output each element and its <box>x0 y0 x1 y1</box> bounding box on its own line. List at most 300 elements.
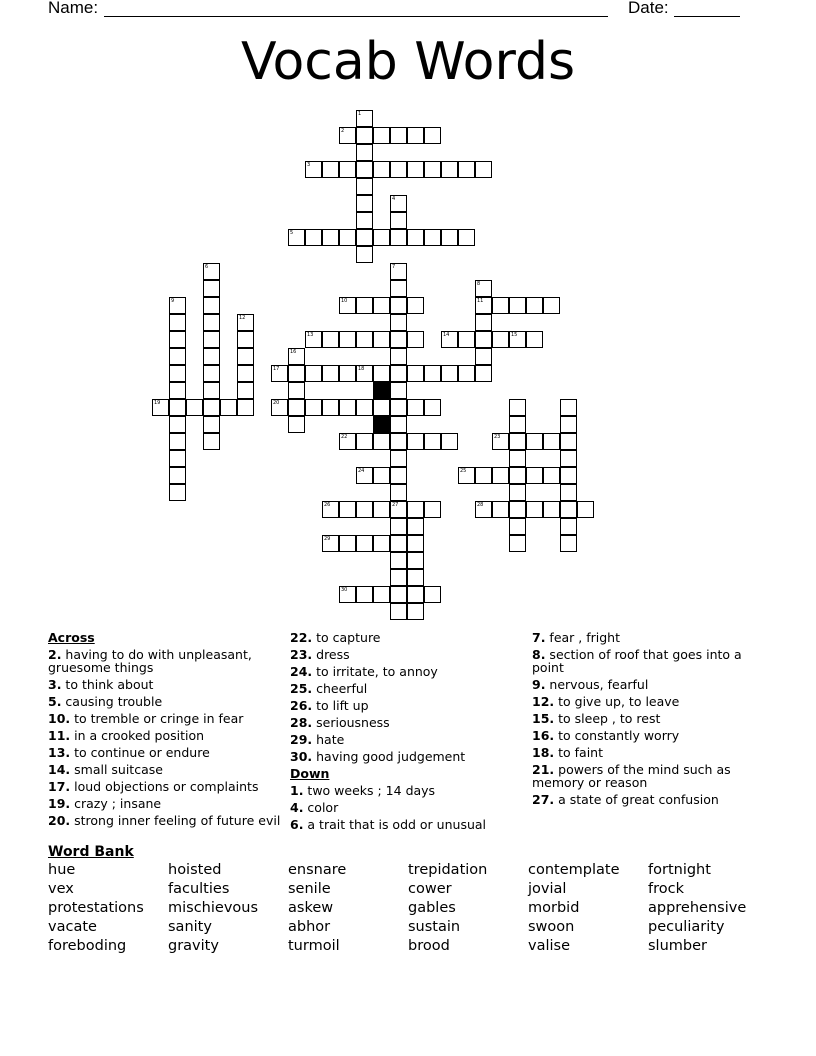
clue-number: 23 <box>494 434 501 440</box>
clue-number: 28 <box>477 502 484 508</box>
clue-number: 24. <box>290 664 313 679</box>
word-bank-item: turmoil <box>288 938 340 954</box>
grid-cell[interactable] <box>407 297 424 314</box>
grid-cell[interactable] <box>509 518 526 535</box>
grid-cell[interactable] <box>339 161 356 178</box>
grid-cell[interactable] <box>509 535 526 552</box>
grid-cell[interactable] <box>407 569 424 586</box>
clue-text: fear , fright <box>545 630 621 645</box>
grid-cell[interactable] <box>390 212 407 229</box>
grid-cell[interactable] <box>475 365 492 382</box>
grid-cell[interactable] <box>237 382 254 399</box>
name-label: Name: <box>48 0 99 17</box>
grid-cell[interactable] <box>356 501 373 518</box>
clue-item <box>290 816 530 833</box>
name-field[interactable] <box>104 16 608 17</box>
clue-item <box>532 763 772 789</box>
grid-cell[interactable] <box>373 229 390 246</box>
grid-cell[interactable] <box>390 195 407 212</box>
grid-cell[interactable] <box>237 399 254 416</box>
grid-cell[interactable] <box>356 110 373 127</box>
grid-cell[interactable] <box>356 586 373 603</box>
word-bank-item: peculiarity <box>648 919 725 935</box>
grid-cell[interactable] <box>339 297 356 314</box>
grid-cell[interactable] <box>390 552 407 569</box>
clue-number: 17 <box>273 366 280 372</box>
word-bank-item: fortnight <box>648 862 711 878</box>
clue-text: nervous, fearful <box>545 677 649 692</box>
clue-text: small suitcase <box>70 762 163 777</box>
grid-cell[interactable] <box>169 467 186 484</box>
clue-item <box>290 748 530 765</box>
grid-cell[interactable] <box>424 501 441 518</box>
grid-cell[interactable] <box>577 501 594 518</box>
grid-cell[interactable] <box>390 467 407 484</box>
grid-cell[interactable] <box>390 365 407 382</box>
grid-cell[interactable] <box>424 127 441 144</box>
grid-cell[interactable] <box>543 433 560 450</box>
grid-cell[interactable] <box>458 161 475 178</box>
grid-cell[interactable] <box>373 586 390 603</box>
grid-cell[interactable] <box>390 501 407 518</box>
grid-cell[interactable] <box>509 433 526 450</box>
grid-cell[interactable] <box>356 246 373 263</box>
word-bank-item: foreboding <box>48 938 127 954</box>
clue-number: 22. <box>290 630 313 645</box>
clue-number: 4 <box>392 196 396 202</box>
grid-cell[interactable] <box>475 348 492 365</box>
word-bank-item: senile <box>288 881 331 897</box>
clue-number: 9 <box>171 298 175 304</box>
clue-number: 29. <box>290 732 313 747</box>
clue-item <box>48 761 288 778</box>
word-bank-item: contemplate <box>528 862 620 878</box>
word-bank-item: mischievous <box>168 900 259 916</box>
grid-cell[interactable] <box>441 365 458 382</box>
clue-item <box>48 727 288 744</box>
grid-cell[interactable] <box>407 331 424 348</box>
clue-number: 19 <box>154 400 161 406</box>
clue-number: 7 <box>392 264 396 270</box>
clue-number: 4. <box>290 800 304 815</box>
grid-cell[interactable] <box>356 127 373 144</box>
grid-cell[interactable] <box>305 365 322 382</box>
grid-cell[interactable] <box>390 569 407 586</box>
grid-cell[interactable] <box>560 399 577 416</box>
grid-cell[interactable] <box>509 450 526 467</box>
grid-cell[interactable] <box>288 399 305 416</box>
grid-cell[interactable] <box>186 399 203 416</box>
clue-item <box>290 680 530 697</box>
grid-cell[interactable] <box>407 399 424 416</box>
grid-cell[interactable] <box>169 365 186 382</box>
clues-column-2 <box>290 629 530 833</box>
grid-cell[interactable] <box>322 365 339 382</box>
grid-cell[interactable] <box>356 161 373 178</box>
clue-number: 25. <box>290 681 313 696</box>
grid-cell[interactable] <box>492 501 509 518</box>
grid-cell[interactable] <box>322 331 339 348</box>
grid-cell[interactable] <box>509 297 526 314</box>
clue-text: to tremble or cringe in fear <box>70 711 244 726</box>
clue-number: 19. <box>48 796 71 811</box>
word-bank-item: vex <box>48 881 74 897</box>
grid-cell[interactable] <box>237 314 254 331</box>
grid-cell[interactable] <box>475 161 492 178</box>
grid-cell[interactable] <box>271 399 288 416</box>
clues-column-3 <box>532 629 772 808</box>
grid-cell[interactable] <box>424 365 441 382</box>
clue-number: 10. <box>48 711 71 726</box>
grid-cell[interactable] <box>543 467 560 484</box>
grid-cell[interactable] <box>526 467 543 484</box>
grid-cell[interactable] <box>390 127 407 144</box>
grid-cell[interactable] <box>390 229 407 246</box>
grid-cell[interactable] <box>390 586 407 603</box>
grid-cell[interactable] <box>526 501 543 518</box>
clue-number: 15. <box>532 711 555 726</box>
grid-cell[interactable] <box>424 586 441 603</box>
grid-cell[interactable] <box>407 586 424 603</box>
grid-cell[interactable] <box>390 433 407 450</box>
grid-cell[interactable] <box>543 501 560 518</box>
clue-text: loud objections or complaints <box>70 779 259 794</box>
grid-cell[interactable] <box>492 433 509 450</box>
across-clues-continued <box>290 629 530 765</box>
grid-cell[interactable] <box>203 399 220 416</box>
grid-cell[interactable] <box>288 348 305 365</box>
grid-cell[interactable] <box>169 382 186 399</box>
grid-cell[interactable] <box>288 365 305 382</box>
word-bank-item: protestations <box>48 900 144 916</box>
clue-number: 20. <box>48 813 71 828</box>
grid-cell[interactable] <box>458 365 475 382</box>
grid-cell[interactable] <box>203 416 220 433</box>
grid-cell[interactable] <box>373 399 390 416</box>
clue-text: to faint <box>554 745 604 760</box>
grid-cell[interactable] <box>475 467 492 484</box>
grid-cell[interactable] <box>339 365 356 382</box>
word-bank-item: swoon <box>528 919 575 935</box>
grid-cell[interactable] <box>390 535 407 552</box>
grid-cell[interactable] <box>356 212 373 229</box>
date-field[interactable] <box>674 16 740 17</box>
grid-cell[interactable] <box>407 501 424 518</box>
clue-item <box>532 791 772 808</box>
grid-cell[interactable] <box>390 484 407 501</box>
grid-cell[interactable] <box>373 467 390 484</box>
grid-cell[interactable] <box>407 603 424 620</box>
grid-cell[interactable] <box>220 399 237 416</box>
clue-number: 5 <box>290 230 294 236</box>
grid-cell[interactable] <box>169 297 186 314</box>
grid-cell[interactable] <box>560 467 577 484</box>
grid-cell[interactable] <box>441 161 458 178</box>
word-bank-item: askew <box>288 900 334 916</box>
grid-cell[interactable] <box>390 280 407 297</box>
grid-cell[interactable] <box>390 314 407 331</box>
grid-cell[interactable] <box>373 127 390 144</box>
word-bank-item: ensnare <box>288 862 347 878</box>
grid-cell[interactable] <box>509 331 526 348</box>
grid-cell[interactable] <box>169 484 186 501</box>
grid-cell[interactable] <box>203 365 220 382</box>
clue-text: powers of the mind such as memory or reason <box>532 762 731 790</box>
word-bank-item: vacate <box>48 919 97 935</box>
grid-cell[interactable] <box>288 416 305 433</box>
grid-cell[interactable] <box>509 484 526 501</box>
grid-cell[interactable] <box>339 433 356 450</box>
grid-cell[interactable] <box>407 161 424 178</box>
grid-cell[interactable] <box>237 348 254 365</box>
clue-text: to continue or endure <box>70 745 210 760</box>
grid-cell[interactable] <box>492 467 509 484</box>
black-cell <box>373 416 390 433</box>
grid-cell[interactable] <box>305 399 322 416</box>
down-clues-continued <box>532 629 772 808</box>
clue-number: 13. <box>48 745 71 760</box>
grid-cell[interactable] <box>356 331 373 348</box>
grid-cell[interactable] <box>356 144 373 161</box>
grid-cell[interactable] <box>169 450 186 467</box>
clue-number: 2. <box>48 647 62 662</box>
grid-cell[interactable] <box>152 399 169 416</box>
word-bank-item: hoisted <box>168 862 222 878</box>
grid-cell[interactable] <box>509 399 526 416</box>
clue-number: 25 <box>460 468 467 474</box>
clue-text: crazy ; insane <box>70 796 162 811</box>
clue-item <box>48 710 288 727</box>
grid-cell[interactable] <box>407 518 424 535</box>
grid-cell[interactable] <box>475 314 492 331</box>
clue-item <box>532 629 772 646</box>
grid-cell[interactable] <box>356 467 373 484</box>
grid-cell[interactable] <box>390 297 407 314</box>
clue-text: to irritate, to annoy <box>312 664 438 679</box>
grid-cell[interactable] <box>237 365 254 382</box>
grid-cell[interactable] <box>390 348 407 365</box>
clue-number: 22 <box>341 434 348 440</box>
grid-cell[interactable] <box>492 331 509 348</box>
grid-cell[interactable] <box>390 416 407 433</box>
grid-cell[interactable] <box>509 416 526 433</box>
grid-cell[interactable] <box>356 399 373 416</box>
grid-cell[interactable] <box>322 161 339 178</box>
grid-cell[interactable] <box>356 365 373 382</box>
grid-cell[interactable] <box>390 263 407 280</box>
grid-cell[interactable] <box>288 229 305 246</box>
grid-cell[interactable] <box>560 484 577 501</box>
grid-cell[interactable] <box>203 263 220 280</box>
grid-cell[interactable] <box>390 331 407 348</box>
grid-cell[interactable] <box>390 603 407 620</box>
clue-text: color <box>303 800 339 815</box>
grid-cell[interactable] <box>356 178 373 195</box>
grid-cell[interactable] <box>356 297 373 314</box>
grid-cell[interactable] <box>526 433 543 450</box>
grid-cell[interactable] <box>509 467 526 484</box>
grid-cell[interactable] <box>509 501 526 518</box>
grid-cell[interactable] <box>339 399 356 416</box>
grid-cell[interactable] <box>458 331 475 348</box>
clue-text: a state of great confusion <box>554 792 719 807</box>
grid-cell[interactable] <box>203 348 220 365</box>
grid-cell[interactable] <box>373 331 390 348</box>
grid-cell[interactable] <box>322 229 339 246</box>
grid-cell[interactable] <box>441 433 458 450</box>
grid-cell[interactable] <box>322 501 339 518</box>
grid-cell[interactable] <box>339 535 356 552</box>
grid-cell[interactable] <box>475 331 492 348</box>
grid-cell[interactable] <box>373 365 390 382</box>
grid-cell[interactable] <box>390 399 407 416</box>
grid-cell[interactable] <box>407 433 424 450</box>
grid-cell[interactable] <box>339 229 356 246</box>
grid-cell[interactable] <box>203 314 220 331</box>
clue-item <box>48 676 288 693</box>
date-label: Date: <box>628 0 669 17</box>
grid-cell[interactable] <box>237 331 254 348</box>
grid-cell[interactable] <box>526 297 543 314</box>
grid-cell[interactable] <box>560 518 577 535</box>
clue-number: 14. <box>48 762 71 777</box>
grid-cell[interactable] <box>305 229 322 246</box>
grid-cell[interactable] <box>271 365 288 382</box>
clue-number: 14 <box>443 332 450 338</box>
clue-text: cheerful <box>312 681 368 696</box>
grid-cell[interactable] <box>424 399 441 416</box>
word-bank-item: apprehensive <box>648 900 747 916</box>
grid-cell[interactable] <box>169 331 186 348</box>
grid-cell[interactable] <box>407 127 424 144</box>
grid-cell[interactable] <box>458 467 475 484</box>
clue-text: dress <box>312 647 350 662</box>
clue-number: 7. <box>532 630 546 645</box>
grid-cell[interactable] <box>390 382 407 399</box>
grid-cell[interactable] <box>169 433 186 450</box>
grid-cell[interactable] <box>203 297 220 314</box>
grid-cell[interactable] <box>424 161 441 178</box>
clue-item <box>48 795 288 812</box>
word-bank-item: trepidation <box>408 862 488 878</box>
clue-number: 1 <box>358 111 362 117</box>
grid-cell[interactable] <box>305 331 322 348</box>
grid-cell[interactable] <box>407 229 424 246</box>
grid-cell[interactable] <box>560 416 577 433</box>
clue-number: 16 <box>290 349 297 355</box>
clue-number: 1. <box>290 783 304 798</box>
grid-cell[interactable] <box>169 416 186 433</box>
grid-cell[interactable] <box>169 348 186 365</box>
grid-cell[interactable] <box>203 331 220 348</box>
grid-cell[interactable] <box>322 535 339 552</box>
grid-cell[interactable] <box>543 297 560 314</box>
grid-cell[interactable] <box>339 586 356 603</box>
grid-cell[interactable] <box>288 382 305 399</box>
clue-item <box>290 646 530 663</box>
clue-text: to lift up <box>312 698 369 713</box>
page-title: Vocab Words <box>240 32 576 92</box>
clue-text: a trait that is odd or unusual <box>303 817 487 832</box>
clue-item <box>48 778 288 795</box>
grid-cell[interactable] <box>475 280 492 297</box>
grid-cell[interactable] <box>373 433 390 450</box>
grid-cell[interactable] <box>407 535 424 552</box>
grid-cell[interactable] <box>441 229 458 246</box>
grid-cell[interactable] <box>356 229 373 246</box>
clue-text: to give up, to leave <box>554 694 680 709</box>
clue-item <box>290 799 530 816</box>
word-bank-item: abhor <box>288 919 331 935</box>
grid-cell[interactable] <box>356 195 373 212</box>
grid-cell[interactable] <box>203 280 220 297</box>
grid-cell[interactable] <box>203 433 220 450</box>
grid-cell[interactable] <box>560 535 577 552</box>
grid-cell[interactable] <box>458 229 475 246</box>
grid-cell[interactable] <box>339 127 356 144</box>
grid-cell[interactable] <box>373 161 390 178</box>
clue-number: 28. <box>290 715 313 730</box>
grid-cell[interactable] <box>169 399 186 416</box>
grid-cell[interactable] <box>339 501 356 518</box>
grid-cell[interactable] <box>339 331 356 348</box>
clue-number: 24 <box>358 468 365 474</box>
grid-cell[interactable] <box>424 433 441 450</box>
grid-cell[interactable] <box>390 518 407 535</box>
clue-number: 30 <box>341 587 348 593</box>
grid-cell[interactable] <box>305 161 322 178</box>
clue-number: 13 <box>307 332 314 338</box>
grid-cell[interactable] <box>560 501 577 518</box>
grid-cell[interactable] <box>441 331 458 348</box>
grid-cell[interactable] <box>322 399 339 416</box>
clue-text: section of roof that goes into a point <box>532 647 742 675</box>
grid-cell[interactable] <box>373 501 390 518</box>
clue-number: 26. <box>290 698 313 713</box>
clue-number: 26 <box>324 502 331 508</box>
down-heading: Down <box>290 766 330 781</box>
grid-cell[interactable] <box>203 382 220 399</box>
clue-item <box>532 648 772 674</box>
clue-number: 27 <box>392 502 399 508</box>
clue-number: 9. <box>532 677 546 692</box>
clue-text: strong inner feeling of future evil <box>70 813 281 828</box>
grid-cell[interactable] <box>526 331 543 348</box>
grid-cell[interactable] <box>373 297 390 314</box>
grid-cell[interactable] <box>373 535 390 552</box>
clue-number: 6. <box>290 817 304 832</box>
grid-cell[interactable] <box>390 161 407 178</box>
grid-cell[interactable] <box>492 297 509 314</box>
grid-cell[interactable] <box>169 314 186 331</box>
grid-cell[interactable] <box>356 535 373 552</box>
grid-cell[interactable] <box>560 433 577 450</box>
grid-cell[interactable] <box>407 552 424 569</box>
clue-number: 12. <box>532 694 555 709</box>
grid-cell[interactable] <box>475 297 492 314</box>
clue-text: two weeks ; 14 days <box>303 783 436 798</box>
clue-number: 12 <box>239 315 246 321</box>
word-bank-item: sustain <box>408 919 461 935</box>
down-clues <box>290 782 530 833</box>
grid-cell[interactable] <box>560 450 577 467</box>
grid-cell[interactable] <box>356 433 373 450</box>
grid-cell[interactable] <box>475 501 492 518</box>
grid-cell[interactable] <box>407 365 424 382</box>
grid-cell[interactable] <box>390 450 407 467</box>
grid-cell[interactable] <box>424 229 441 246</box>
word-bank-item: cower <box>408 881 452 897</box>
